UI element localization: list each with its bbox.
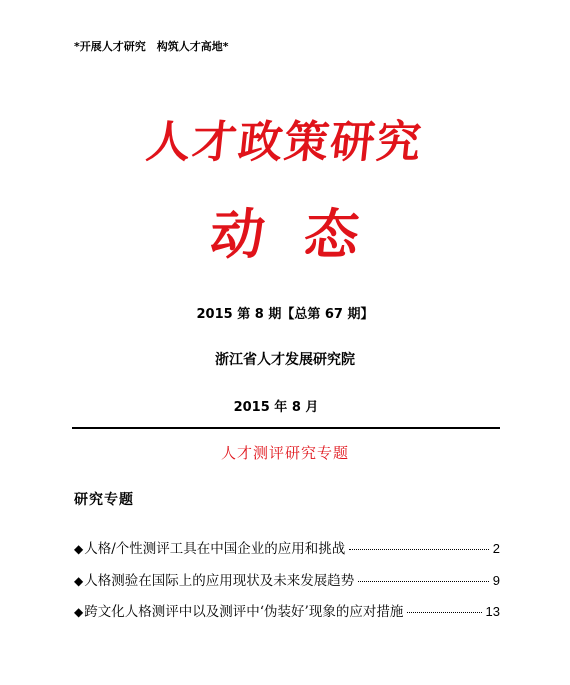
toc-entry-label: 人格测验在国际上的应用现状及未来发展趋势 [84,573,355,589]
masthead-title: 人才政策研究 [143,117,426,168]
header-slogan: *开展人才研究 构筑人才高地* [74,40,229,53]
dot-leader [358,580,489,582]
dot-leader [407,611,481,613]
divider-line [72,427,500,429]
topic-title: 人才测评研究专题 [220,444,349,462]
toc-entry[interactable] [74,537,500,557]
diamond-bullet-icon: ◆ [74,605,84,619]
publisher-organization: 浙江省人才发展研究院 [215,352,355,368]
issue-number: 2015 第 8 期【总第 67 期】 [196,307,374,322]
dot-leader [349,548,488,550]
diamond-bullet-icon: ◆ [74,542,84,556]
toc-entry[interactable] [74,600,500,620]
publication-date: 2015 年 8 月 [233,400,319,415]
toc-section-title: 研究专题 [74,492,134,508]
toc-entry-page: 9 [492,573,500,588]
diamond-bullet-icon: ◆ [74,574,84,588]
toc-entry[interactable] [74,569,500,589]
toc-entry-label: 人格/个性测评工具在中国企业的应用和挑战 [84,541,346,557]
toc-entry-label: 跨文化人格测评中以及测评中‘伪装好’现象的应对措施 [84,604,404,620]
toc-entry-page: 2 [492,541,500,556]
masthead-subtitle: 动态 [207,202,402,266]
toc-entry-page: 13 [485,604,500,619]
